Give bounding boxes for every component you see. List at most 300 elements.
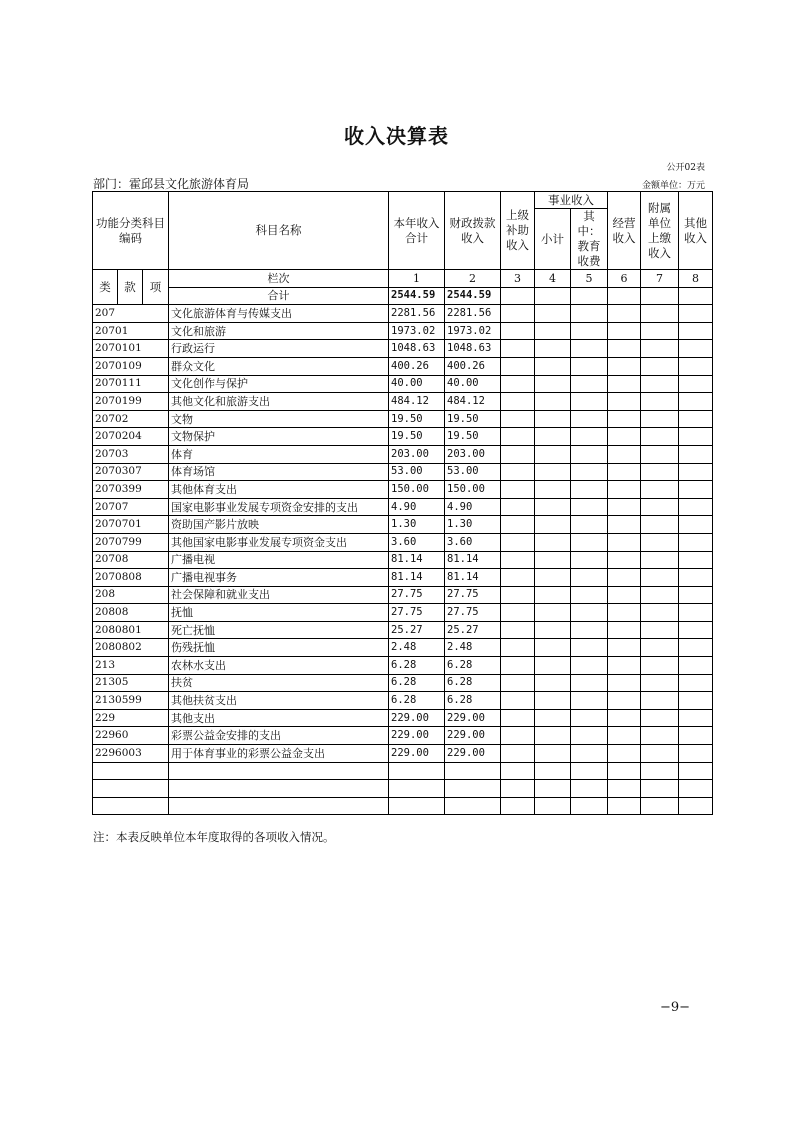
row-fiscal: 53.00 <box>445 463 501 481</box>
empty-cell <box>608 569 641 587</box>
empty-cell <box>571 569 608 587</box>
empty-cell <box>641 340 679 358</box>
empty-cell <box>535 762 571 780</box>
empty-cell <box>535 498 571 516</box>
empty-cell <box>501 533 535 551</box>
row-total-income: 229.00 <box>389 709 445 727</box>
empty-cell <box>608 745 641 763</box>
row-subject-name: 文化旅游体育与传媒支出 <box>169 305 389 323</box>
table-row <box>93 762 713 780</box>
empty-cell <box>535 569 571 587</box>
empty-cell <box>535 322 571 340</box>
empty-cell <box>608 322 641 340</box>
column-number-row <box>93 270 713 288</box>
empty-cell <box>608 551 641 569</box>
row-total-income: 1.30 <box>389 516 445 534</box>
empty-cell <box>571 481 608 499</box>
row-fiscal: 27.75 <box>445 586 501 604</box>
empty-cell <box>571 762 608 780</box>
table-row <box>93 621 713 639</box>
row-total-income: 27.75 <box>389 586 445 604</box>
empty-cell <box>535 586 571 604</box>
header-other: 其他收入 <box>679 192 713 270</box>
unit-label: 金额单位：万元 <box>641 181 705 191</box>
row-subject-name: 扶贫 <box>169 674 389 692</box>
empty-cell <box>641 498 679 516</box>
col-number: 7 <box>641 270 679 288</box>
row-subject-name: 资助国产影片放映 <box>169 516 389 534</box>
header-edu-fee: 其中：教育收费 <box>571 209 608 270</box>
empty-cell <box>571 551 608 569</box>
row-fiscal: 25.27 <box>445 621 501 639</box>
empty-cell <box>679 586 713 604</box>
header-affiliated: 附属单位上缴收入 <box>641 192 679 270</box>
row-code: 213 <box>93 657 169 675</box>
empty-cell <box>535 709 571 727</box>
empty-cell <box>571 657 608 675</box>
row-fiscal: 1973.02 <box>445 322 501 340</box>
total-label: 合计 <box>169 287 389 305</box>
table-row <box>93 709 713 727</box>
empty-cell <box>501 305 535 323</box>
empty-cell <box>535 692 571 710</box>
row-total-income: 19.50 <box>389 428 445 446</box>
row-total-income: 4.90 <box>389 498 445 516</box>
empty-cell <box>501 463 535 481</box>
col-number: 6 <box>608 270 641 288</box>
table-row <box>93 674 713 692</box>
empty-cell <box>571 780 608 798</box>
header-row-1 <box>93 192 713 209</box>
empty-cell <box>641 375 679 393</box>
empty-cell <box>535 393 571 411</box>
table-row <box>93 657 713 675</box>
empty-cell <box>641 445 679 463</box>
row-total-income: 2281.56 <box>389 305 445 323</box>
empty-cell <box>535 375 571 393</box>
empty-cell <box>641 569 679 587</box>
row-total-income <box>389 797 445 815</box>
empty-cell <box>608 410 641 428</box>
total-row <box>93 287 713 305</box>
header-fiscal: 财政拨款收入 <box>445 192 501 270</box>
row-total-income: 2.48 <box>389 639 445 657</box>
row-fiscal <box>445 762 501 780</box>
empty-cell <box>501 657 535 675</box>
row-fiscal: 2281.56 <box>445 305 501 323</box>
empty-cell <box>608 727 641 745</box>
empty-cell <box>641 657 679 675</box>
empty-cell <box>501 551 535 569</box>
empty-cell <box>608 674 641 692</box>
row-total-income: 40.00 <box>389 375 445 393</box>
empty-cell <box>535 657 571 675</box>
empty-cell <box>679 322 713 340</box>
row-fiscal: 484.12 <box>445 393 501 411</box>
row-total-income: 81.14 <box>389 569 445 587</box>
empty-cell <box>501 445 535 463</box>
table-row <box>93 692 713 710</box>
empty-cell <box>501 780 535 798</box>
row-code: 2070199 <box>93 393 169 411</box>
table-row <box>93 393 713 411</box>
empty-cell <box>501 762 535 780</box>
header-total-income: 本年收入合计 <box>389 192 445 270</box>
empty-cell <box>608 340 641 358</box>
empty-cell <box>608 709 641 727</box>
empty-cell <box>535 674 571 692</box>
header-func-code: 功能分类科目编码 <box>93 192 169 270</box>
empty-cell <box>501 340 535 358</box>
row-code: 20703 <box>93 445 169 463</box>
empty-cell <box>679 393 713 411</box>
empty-cell <box>608 305 641 323</box>
row-subject-name: 其他体育支出 <box>169 481 389 499</box>
table-row <box>93 745 713 763</box>
row-total-income <box>389 780 445 798</box>
row-subject-name: 伤残抚恤 <box>169 639 389 657</box>
row-total-income: 25.27 <box>389 621 445 639</box>
empty-cell <box>608 621 641 639</box>
empty-cell <box>571 498 608 516</box>
row-fiscal: 203.00 <box>445 445 501 463</box>
empty-cell <box>571 305 608 323</box>
row-subject-name: 行政运行 <box>169 340 389 358</box>
row-subject-name: 文化和旅游 <box>169 322 389 340</box>
row-fiscal: 150.00 <box>445 481 501 499</box>
row-subject-name <box>169 797 389 815</box>
empty-cell <box>679 340 713 358</box>
empty-cell <box>641 745 679 763</box>
row-code: 2080802 <box>93 639 169 657</box>
row-total-income: 484.12 <box>389 393 445 411</box>
col-number: 5 <box>571 270 608 288</box>
empty-cell <box>608 481 641 499</box>
empty-cell <box>571 727 608 745</box>
empty-cell <box>501 797 535 815</box>
total-income-value: 2544.59 <box>389 287 445 305</box>
empty-cell <box>679 762 713 780</box>
row-total-income <box>389 762 445 780</box>
row-code: 20701 <box>93 322 169 340</box>
empty-cell <box>501 410 535 428</box>
table-row <box>93 797 713 815</box>
row-subject-name: 死亡抚恤 <box>169 621 389 639</box>
empty-cell <box>608 357 641 375</box>
row-subject-name: 彩票公益金安排的支出 <box>169 727 389 745</box>
empty-cell <box>641 463 679 481</box>
table-row <box>93 727 713 745</box>
empty-cell <box>608 393 641 411</box>
empty-cell <box>679 445 713 463</box>
empty-cell <box>571 639 608 657</box>
table-row <box>93 445 713 463</box>
row-subject-name: 用于体育事业的彩票公益金支出 <box>169 745 389 763</box>
empty-cell <box>501 569 535 587</box>
row-code: 20708 <box>93 551 169 569</box>
table-row <box>93 410 713 428</box>
table-row <box>93 604 713 622</box>
empty-cell <box>641 410 679 428</box>
empty-cell <box>571 463 608 481</box>
empty-cell <box>535 305 571 323</box>
table-row <box>93 357 713 375</box>
empty-cell <box>535 797 571 815</box>
empty-cell <box>679 410 713 428</box>
row-subject-name: 群众文化 <box>169 357 389 375</box>
table-row <box>93 375 713 393</box>
empty-cell <box>641 393 679 411</box>
row-code: 2070701 <box>93 516 169 534</box>
empty-cell <box>535 340 571 358</box>
row-total-income: 6.28 <box>389 692 445 710</box>
row-code: 2070399 <box>93 481 169 499</box>
header-operating: 经营收入 <box>608 192 641 270</box>
row-total-income: 229.00 <box>389 745 445 763</box>
empty-cell <box>501 393 535 411</box>
row-fiscal <box>445 797 501 815</box>
table-code: 公开02表 <box>666 163 705 173</box>
row-fiscal: 19.50 <box>445 428 501 446</box>
col-number: 1 <box>389 270 445 288</box>
empty-cell <box>535 639 571 657</box>
empty-cell <box>501 586 535 604</box>
empty-cell <box>608 639 641 657</box>
empty-cell <box>501 692 535 710</box>
table-row <box>93 428 713 446</box>
page-title: 收入决算表 <box>344 124 449 148</box>
row-code: 207 <box>93 305 169 323</box>
row-code: 2080801 <box>93 621 169 639</box>
empty-cell <box>571 692 608 710</box>
empty-cell <box>641 533 679 551</box>
revenue-table <box>92 191 713 815</box>
header-subsidy: 上级补助收入 <box>501 192 535 270</box>
empty-cell <box>679 604 713 622</box>
empty-cell <box>501 745 535 763</box>
row-code <box>93 762 169 780</box>
empty-cell <box>501 498 535 516</box>
empty-cell <box>501 604 535 622</box>
header-subtotal: 小计 <box>535 209 571 270</box>
empty-cell <box>608 428 641 446</box>
empty-cell <box>501 639 535 657</box>
empty-cell <box>571 621 608 639</box>
table-row <box>93 340 713 358</box>
row-fiscal: 81.14 <box>445 551 501 569</box>
row-subject-name: 体育场馆 <box>169 463 389 481</box>
empty-cell <box>679 551 713 569</box>
row-fiscal: 40.00 <box>445 375 501 393</box>
col-number: 2 <box>445 270 501 288</box>
row-code: 2070101 <box>93 340 169 358</box>
empty-cell <box>679 657 713 675</box>
row-fiscal: 229.00 <box>445 727 501 745</box>
row-code: 229 <box>93 709 169 727</box>
row-total-income: 6.28 <box>389 657 445 675</box>
empty-cell <box>608 586 641 604</box>
empty-cell <box>679 745 713 763</box>
empty-cell <box>608 692 641 710</box>
col-number: 8 <box>679 270 713 288</box>
row-code: 2070307 <box>93 463 169 481</box>
empty-cell <box>535 621 571 639</box>
row-fiscal: 27.75 <box>445 604 501 622</box>
empty-cell <box>608 533 641 551</box>
empty-cell <box>608 797 641 815</box>
empty-cell <box>608 780 641 798</box>
header-xiang: 项 <box>143 270 169 305</box>
empty-cell <box>679 797 713 815</box>
empty-cell <box>571 410 608 428</box>
empty-cell <box>571 709 608 727</box>
empty-cell <box>571 533 608 551</box>
page-number: −9− <box>660 1000 691 1015</box>
empty-cell <box>535 428 571 446</box>
empty-cell <box>679 780 713 798</box>
row-subject-name: 广播电视 <box>169 551 389 569</box>
empty-cell <box>679 428 713 446</box>
empty-cell <box>641 305 679 323</box>
row-total-income: 6.28 <box>389 674 445 692</box>
empty-cell <box>501 621 535 639</box>
empty-cell <box>608 463 641 481</box>
row-total-income: 3.60 <box>389 533 445 551</box>
row-total-income: 1048.63 <box>389 340 445 358</box>
row-code: 2130599 <box>93 692 169 710</box>
table-row <box>93 569 713 587</box>
table-row <box>93 551 713 569</box>
empty-cell <box>571 393 608 411</box>
row-subject-name: 广播电视事务 <box>169 569 389 587</box>
total-fiscal-value: 2544.59 <box>445 287 501 305</box>
empty-cell <box>641 357 679 375</box>
empty-cell <box>571 445 608 463</box>
row-code: 20707 <box>93 498 169 516</box>
row-fiscal: 229.00 <box>445 709 501 727</box>
row-fiscal: 3.60 <box>445 533 501 551</box>
empty-cell <box>571 340 608 358</box>
empty-cell <box>641 481 679 499</box>
header-subject-name: 科目名称 <box>169 192 389 270</box>
empty-cell <box>535 745 571 763</box>
empty-cell <box>641 428 679 446</box>
empty-cell <box>501 322 535 340</box>
empty-cell <box>535 780 571 798</box>
empty-cell <box>501 481 535 499</box>
empty-cell <box>535 533 571 551</box>
empty-cell <box>679 498 713 516</box>
row-code: 2070109 <box>93 357 169 375</box>
empty-cell <box>535 357 571 375</box>
row-fiscal: 1.30 <box>445 516 501 534</box>
empty-cell <box>641 762 679 780</box>
empty-cell <box>571 375 608 393</box>
empty-cell <box>608 375 641 393</box>
row-subject-name: 文化创作与保护 <box>169 375 389 393</box>
row-fiscal: 400.26 <box>445 357 501 375</box>
empty-cell <box>641 586 679 604</box>
empty-cell <box>535 516 571 534</box>
row-fiscal: 4.90 <box>445 498 501 516</box>
empty-cell <box>571 357 608 375</box>
header-business: 事业收入 <box>535 192 608 209</box>
row-subject-name: 国家电影事业发展专项资金安排的支出 <box>169 498 389 516</box>
table-row <box>93 533 713 551</box>
row-code: 2070204 <box>93 428 169 446</box>
empty-cell <box>679 375 713 393</box>
empty-cell <box>608 604 641 622</box>
empty-cell <box>641 639 679 657</box>
empty-cell <box>608 498 641 516</box>
row-subject-name: 其他文化和旅游支出 <box>169 393 389 411</box>
table-row <box>93 463 713 481</box>
empty-cell <box>641 674 679 692</box>
empty-cell <box>641 727 679 745</box>
row-total-income: 27.75 <box>389 604 445 622</box>
empty-cell <box>571 322 608 340</box>
empty-cell <box>535 481 571 499</box>
table-row <box>93 322 713 340</box>
table-body <box>93 305 713 815</box>
row-subject-name <box>169 762 389 780</box>
row-code: 2070111 <box>93 375 169 393</box>
empty-cell <box>641 621 679 639</box>
empty-cell <box>535 604 571 622</box>
header-lei: 类 <box>93 270 118 305</box>
table-row <box>93 586 713 604</box>
row-fiscal: 81.14 <box>445 569 501 587</box>
empty-cell <box>571 797 608 815</box>
row-fiscal: 2.48 <box>445 639 501 657</box>
empty-cell <box>535 445 571 463</box>
empty-cell <box>641 780 679 798</box>
row-fiscal: 6.28 <box>445 657 501 675</box>
empty-cell <box>679 639 713 657</box>
row-subject-name: 其他支出 <box>169 709 389 727</box>
empty-cell <box>679 727 713 745</box>
table-row <box>93 516 713 534</box>
row-total-income: 400.26 <box>389 357 445 375</box>
row-subject-name <box>169 780 389 798</box>
empty-cell <box>571 516 608 534</box>
empty-cell <box>571 745 608 763</box>
row-total-income: 1973.02 <box>389 322 445 340</box>
row-subject-name: 抚恤 <box>169 604 389 622</box>
empty-cell <box>679 463 713 481</box>
row-fiscal: 229.00 <box>445 745 501 763</box>
table-row <box>93 639 713 657</box>
empty-cell <box>501 357 535 375</box>
empty-cell <box>679 357 713 375</box>
row-fiscal: 6.28 <box>445 692 501 710</box>
row-total-income: 203.00 <box>389 445 445 463</box>
empty-cell <box>571 604 608 622</box>
empty-cell <box>679 569 713 587</box>
row-code: 2296003 <box>93 745 169 763</box>
empty-cell <box>641 692 679 710</box>
row-subject-name: 文物保护 <box>169 428 389 446</box>
row-subject-name: 体育 <box>169 445 389 463</box>
empty-cell <box>501 375 535 393</box>
row-subject-name: 其他国家电影事业发展专项资金支出 <box>169 533 389 551</box>
row-code <box>93 797 169 815</box>
row-code: 2070808 <box>93 569 169 587</box>
row-fiscal: 19.50 <box>445 410 501 428</box>
empty-cell <box>535 410 571 428</box>
empty-cell <box>571 428 608 446</box>
row-subject-name: 社会保障和就业支出 <box>169 586 389 604</box>
